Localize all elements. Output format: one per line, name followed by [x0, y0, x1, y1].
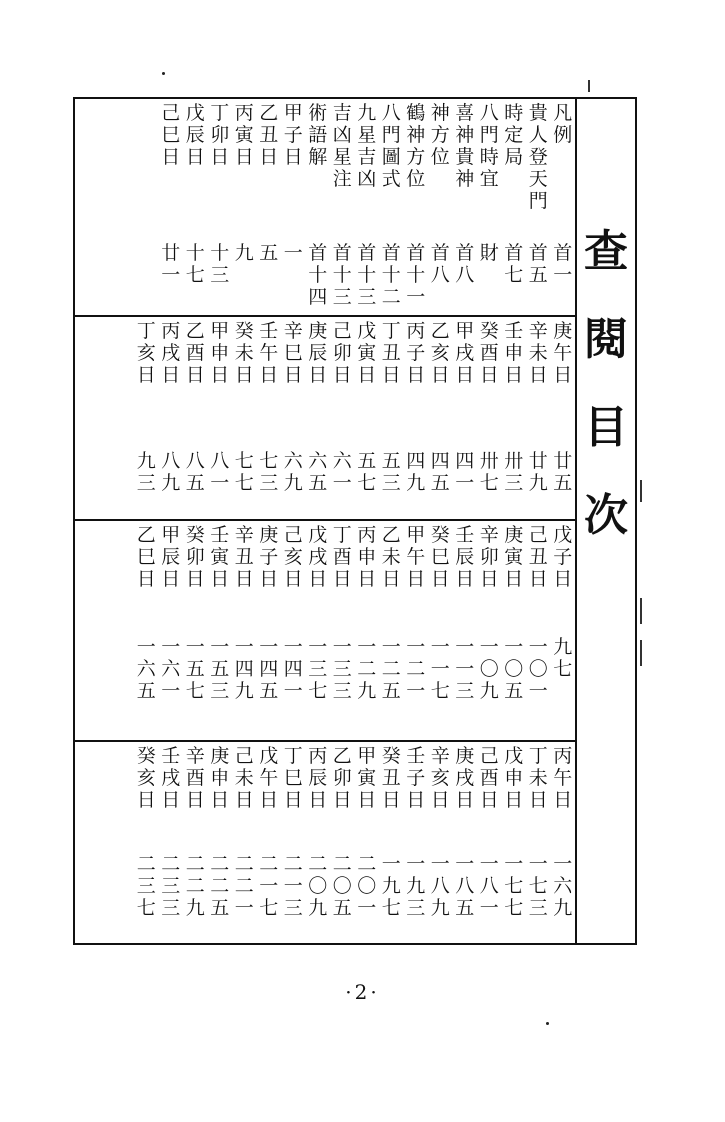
- toc-entry-page: 八九: [161, 450, 181, 494]
- toc-entry[interactable]: [477, 102, 502, 313]
- toc-entry-label: 喜神貴神: [455, 102, 475, 190]
- toc-entry-label: 八門圖式: [381, 102, 401, 190]
- toc-entry-page: 五三: [381, 450, 401, 494]
- toc-entry[interactable]: [355, 102, 380, 313]
- toc-entry-page: 一六九: [553, 853, 573, 919]
- toc-entry[interactable]: [281, 524, 306, 738]
- toc-entry-label: 庚子日: [259, 524, 279, 590]
- toc-entry[interactable]: [183, 745, 208, 941]
- toc-entry-label: 癸丑日: [381, 745, 401, 811]
- toc-entry-page: 八一: [210, 450, 230, 494]
- toc-entry-label: 乙未日: [381, 524, 401, 590]
- toc-entry-label: 己巳日: [161, 102, 181, 168]
- toc-entry-label: 鶴神方位: [406, 102, 426, 190]
- toc-entry[interactable]: [330, 524, 355, 738]
- toc-entry-label: 乙丑日: [259, 102, 279, 168]
- toc-entry-label: 吉凶星注: [332, 102, 352, 190]
- toc-entry-page: 一: [283, 242, 303, 264]
- toc-entry-label: 丙戌日: [161, 320, 181, 386]
- toc-entry[interactable]: [453, 320, 478, 517]
- toc-entry-label: 癸未日: [234, 320, 254, 386]
- toc-entry-label: 癸卯日: [185, 524, 205, 590]
- toc-entry[interactable]: [208, 524, 233, 738]
- toc-entry[interactable]: [183, 102, 208, 313]
- scan-mark: [588, 80, 590, 92]
- toc-entry-page: 一四一: [283, 636, 303, 702]
- toc-entry-page: 二〇一: [357, 853, 377, 919]
- toc-entry-page: 首十三: [357, 242, 377, 308]
- toc-entry[interactable]: [526, 745, 551, 941]
- toc-entry[interactable]: [428, 320, 453, 517]
- toc-entry-label: 庚戌日: [455, 745, 475, 811]
- toc-entry-label: 己酉日: [479, 745, 499, 811]
- toc-entry-label: 戊午日: [259, 745, 279, 811]
- toc-entry-label: 戊申日: [504, 745, 524, 811]
- toc-entry-page: 十三: [210, 242, 230, 286]
- toc-entry-page: 廿一: [161, 242, 181, 286]
- toc-entry-label: 癸亥日: [136, 745, 156, 811]
- toc-entry-label: 丁酉日: [332, 524, 352, 590]
- toc-entry-label: 庚寅日: [504, 524, 524, 590]
- toc-entry[interactable]: [428, 745, 453, 941]
- toc-entry-page: 廿五: [553, 450, 573, 494]
- toc-entry-label: 丁亥日: [136, 320, 156, 386]
- toc-entry-label: 丙午日: [553, 745, 573, 811]
- toc-entry-page: 六九: [283, 450, 303, 494]
- toc-entry-page: 二一三: [283, 853, 303, 919]
- toc-entry-page: 二三七: [136, 853, 156, 919]
- toc-entry-page: 卅三: [504, 450, 524, 494]
- toc-entry-page: 九七: [553, 636, 573, 680]
- toc-entry[interactable]: [232, 524, 257, 738]
- toc-entry[interactable]: [257, 745, 282, 941]
- toc-entry-label: 丙申日: [357, 524, 377, 590]
- toc-entry[interactable]: [306, 320, 331, 517]
- toc-entry[interactable]: [281, 745, 306, 941]
- toc-entry[interactable]: [330, 102, 355, 313]
- section-divider: [73, 315, 577, 317]
- toc-entry-page: 四九: [406, 450, 426, 494]
- toc-entry[interactable]: [306, 745, 331, 941]
- contents-section-2: [77, 320, 575, 517]
- toc-entry-page: 六五: [308, 450, 328, 494]
- toc-entry[interactable]: [183, 524, 208, 738]
- toc-entry-label: 甲午日: [406, 524, 426, 590]
- toc-entry-label: 丁巳日: [283, 745, 303, 811]
- title-char: 閱: [584, 314, 628, 365]
- toc-entry-label: 甲子日: [283, 102, 303, 168]
- toc-entry-label: 戊寅日: [357, 320, 377, 386]
- toc-entry-page: 四一: [455, 450, 475, 494]
- toc-entry[interactable]: [404, 745, 429, 941]
- toc-entry[interactable]: [159, 745, 184, 941]
- toc-entry[interactable]: [257, 524, 282, 738]
- scan-mark: [640, 480, 642, 502]
- toc-entry-label: 乙亥日: [430, 320, 450, 386]
- toc-entry-label: 庚申日: [210, 745, 230, 811]
- page-title: [580, 226, 632, 582]
- toc-entry-page: 一七七: [504, 853, 524, 919]
- toc-entry-label: 乙卯日: [332, 745, 352, 811]
- toc-entry-label: 癸酉日: [479, 320, 499, 386]
- toc-entry-label: 辛巳日: [283, 320, 303, 386]
- toc-entry-label: 丁丑日: [381, 320, 401, 386]
- toc-entry[interactable]: [257, 320, 282, 517]
- toc-entry-page: 卅七: [479, 450, 499, 494]
- toc-entry-label: 己丑日: [528, 524, 548, 590]
- toc-entry-page: 二二一: [234, 853, 254, 919]
- toc-entry-label: 壬申日: [504, 320, 524, 386]
- toc-entry-page: 一六五: [136, 636, 156, 702]
- title-char: 查: [584, 226, 628, 277]
- toc-entry-page: 一九三: [406, 853, 426, 919]
- toc-entry-page: 首七: [504, 242, 524, 286]
- toc-entry-label: 甲寅日: [357, 745, 377, 811]
- toc-entry-label: 凡例: [553, 102, 573, 146]
- toc-entry-label: 九星吉凶: [357, 102, 377, 190]
- toc-entry-label: 戊辰日: [185, 102, 205, 168]
- toc-entry-page: 一八一: [479, 853, 499, 919]
- toc-entry[interactable]: [355, 745, 380, 941]
- scan-speck: [162, 72, 165, 75]
- toc-entry[interactable]: [232, 320, 257, 517]
- title-panel-divider: [575, 97, 577, 945]
- toc-entry[interactable]: [134, 524, 159, 738]
- toc-entry-page: 五七: [357, 450, 377, 494]
- toc-entry-label: 神方位: [430, 102, 450, 168]
- toc-entry[interactable]: [134, 745, 159, 941]
- toc-entry-label: 庚辰日: [308, 320, 328, 386]
- toc-entry-page: 二三三: [161, 853, 181, 919]
- toc-entry-page: 一〇一: [528, 636, 548, 702]
- contents-section-1: [77, 102, 575, 313]
- toc-entry[interactable]: [477, 320, 502, 517]
- toc-entry-label: 己卯日: [332, 320, 352, 386]
- toc-entry[interactable]: [306, 524, 331, 738]
- toc-entry-page: 二二九: [185, 853, 205, 919]
- toc-entry-label: 壬子日: [406, 745, 426, 811]
- toc-entry-page: 一〇九: [479, 636, 499, 702]
- toc-entry-page: 一五三: [210, 636, 230, 702]
- page-number: ·2·: [345, 980, 380, 1004]
- toc-entry-page: 一〇五: [504, 636, 524, 702]
- toc-entry-page: 廿九: [528, 450, 548, 494]
- scan-mark: [640, 598, 642, 624]
- toc-entry-page: 首八: [430, 242, 450, 286]
- toc-entry-page: 一一三: [455, 636, 475, 702]
- toc-entry-page: 首一: [553, 242, 573, 286]
- toc-entry[interactable]: [159, 102, 184, 313]
- toc-entry[interactable]: [551, 320, 576, 517]
- toc-entry-page: 七三: [259, 450, 279, 494]
- toc-entry-label: 戊戌日: [308, 524, 328, 590]
- toc-entry[interactable]: [379, 102, 404, 313]
- toc-entry-label: 乙巳日: [136, 524, 156, 590]
- toc-entry-label: 辛未日: [528, 320, 548, 386]
- toc-entry-label: 術語解: [308, 102, 328, 168]
- toc-entry[interactable]: [208, 320, 233, 517]
- toc-entry-page: 一三三: [332, 636, 352, 702]
- toc-entry-label: 丙子日: [406, 320, 426, 386]
- toc-entry-label: 甲申日: [210, 320, 230, 386]
- toc-entry[interactable]: [526, 524, 551, 738]
- toc-entry-page: 一九七: [381, 853, 401, 919]
- toc-entry-label: 辛卯日: [479, 524, 499, 590]
- toc-entry-label: 己亥日: [283, 524, 303, 590]
- toc-entry-page: 一一七: [430, 636, 450, 702]
- toc-entry[interactable]: [502, 320, 527, 517]
- toc-entry[interactable]: [306, 102, 331, 313]
- toc-entry[interactable]: [453, 102, 478, 313]
- toc-entry-page: 首八: [455, 242, 475, 286]
- toc-entry[interactable]: [551, 745, 576, 941]
- toc-entry-page: 五: [259, 242, 279, 264]
- toc-entry-page: 二〇九: [308, 853, 328, 919]
- contents-section-4: [77, 745, 575, 941]
- toc-entry[interactable]: [477, 745, 502, 941]
- toc-entry[interactable]: [208, 102, 233, 313]
- toc-entry[interactable]: [502, 745, 527, 941]
- toc-entry-label: 丙寅日: [234, 102, 254, 168]
- toc-entry[interactable]: [281, 102, 306, 313]
- toc-entry-page: 一八九: [430, 853, 450, 919]
- toc-entry-page: 一四五: [259, 636, 279, 702]
- toc-entry[interactable]: [355, 320, 380, 517]
- title-char: 次: [584, 490, 628, 541]
- toc-entry-label: 壬午日: [259, 320, 279, 386]
- toc-entry[interactable]: [281, 320, 306, 517]
- toc-entry-page: 首十三: [332, 242, 352, 308]
- toc-entry[interactable]: [526, 320, 551, 517]
- toc-entry[interactable]: [134, 320, 159, 517]
- toc-entry[interactable]: [330, 745, 355, 941]
- toc-entry-label: 丁未日: [528, 745, 548, 811]
- toc-entry[interactable]: [477, 524, 502, 738]
- toc-entry[interactable]: [404, 102, 429, 313]
- toc-entry-label: 乙酉日: [185, 320, 205, 386]
- toc-entry-page: 一二一: [406, 636, 426, 702]
- toc-entry[interactable]: [159, 320, 184, 517]
- toc-entry-page: 一七三: [528, 853, 548, 919]
- toc-entry-page: 首十四: [308, 242, 328, 308]
- toc-entry[interactable]: [453, 745, 478, 941]
- toc-entry-page: 九三: [136, 450, 156, 494]
- toc-entry[interactable]: [502, 524, 527, 738]
- title-char: 目: [584, 402, 628, 453]
- scan-mark: [640, 640, 642, 666]
- toc-entry-page: 二一七: [259, 853, 279, 919]
- toc-entry[interactable]: [379, 320, 404, 517]
- toc-entry-page: 一三七: [308, 636, 328, 702]
- toc-entry[interactable]: [428, 524, 453, 738]
- toc-entry[interactable]: [502, 102, 527, 313]
- toc-entry[interactable]: [257, 102, 282, 313]
- toc-entry-label: 壬辰日: [455, 524, 475, 590]
- section-divider: [73, 740, 577, 742]
- toc-entry-label: 己未日: [234, 745, 254, 811]
- toc-entry-label: 甲戌日: [455, 320, 475, 386]
- toc-entry-label: 戊子日: [553, 524, 573, 590]
- toc-entry-label: 八門時宜: [479, 102, 499, 190]
- toc-entry-page: 一六一: [161, 636, 181, 702]
- toc-entry-label: 丙辰日: [308, 745, 328, 811]
- toc-entry[interactable]: [232, 745, 257, 941]
- toc-entry-label: 辛丑日: [234, 524, 254, 590]
- toc-entry-label: 庚午日: [553, 320, 573, 386]
- toc-entry-page: 六一: [332, 450, 352, 494]
- toc-entry-page: 首十二: [381, 242, 401, 308]
- toc-entry-label: 丁卯日: [210, 102, 230, 168]
- toc-entry-label: 甲辰日: [161, 524, 181, 590]
- toc-entry-label: 壬戌日: [161, 745, 181, 811]
- contents-section-3: [77, 524, 575, 738]
- toc-entry-page: 四五: [430, 450, 450, 494]
- toc-entry[interactable]: [526, 102, 551, 313]
- toc-entry-page: 十七: [185, 242, 205, 286]
- toc-entry[interactable]: [453, 524, 478, 738]
- toc-entry-page: 一八五: [455, 853, 475, 919]
- toc-entry-label: 壬寅日: [210, 524, 230, 590]
- toc-entry[interactable]: [330, 320, 355, 517]
- toc-entry-label: 辛亥日: [430, 745, 450, 811]
- toc-entry[interactable]: [379, 745, 404, 941]
- toc-entry-page: 二二五: [210, 853, 230, 919]
- toc-entry-page: 財: [479, 242, 499, 264]
- toc-entry[interactable]: [404, 524, 429, 738]
- section-divider: [73, 519, 577, 521]
- toc-entry-page: 一五七: [185, 636, 205, 702]
- toc-entry-page: 二〇五: [332, 853, 352, 919]
- toc-entry[interactable]: [404, 320, 429, 517]
- toc-entry[interactable]: [551, 524, 576, 738]
- toc-entry-page: 一四九: [234, 636, 254, 702]
- toc-entry-label: 辛酉日: [185, 745, 205, 811]
- toc-entry-page: 一二九: [357, 636, 377, 702]
- toc-entry[interactable]: [183, 320, 208, 517]
- toc-entry[interactable]: [159, 524, 184, 738]
- toc-entry[interactable]: [355, 524, 380, 738]
- scan-speck: [546, 1022, 549, 1025]
- toc-entry-page: 一二五: [381, 636, 401, 702]
- toc-entry-page: 九: [234, 242, 254, 264]
- toc-entry-label: 貴人登天門: [528, 102, 548, 212]
- toc-entry-page: 七七: [234, 450, 254, 494]
- toc-entry[interactable]: [379, 524, 404, 738]
- toc-entry[interactable]: [232, 102, 257, 313]
- toc-entry[interactable]: [551, 102, 576, 313]
- toc-entry-page: 八五: [185, 450, 205, 494]
- toc-entry[interactable]: [208, 745, 233, 941]
- toc-entry-page: 首十一: [406, 242, 426, 308]
- toc-entry-label: 癸巳日: [430, 524, 450, 590]
- toc-entry[interactable]: [428, 102, 453, 313]
- toc-entry-label: 時定局: [504, 102, 524, 168]
- toc-entry-page: 首五: [528, 242, 548, 286]
